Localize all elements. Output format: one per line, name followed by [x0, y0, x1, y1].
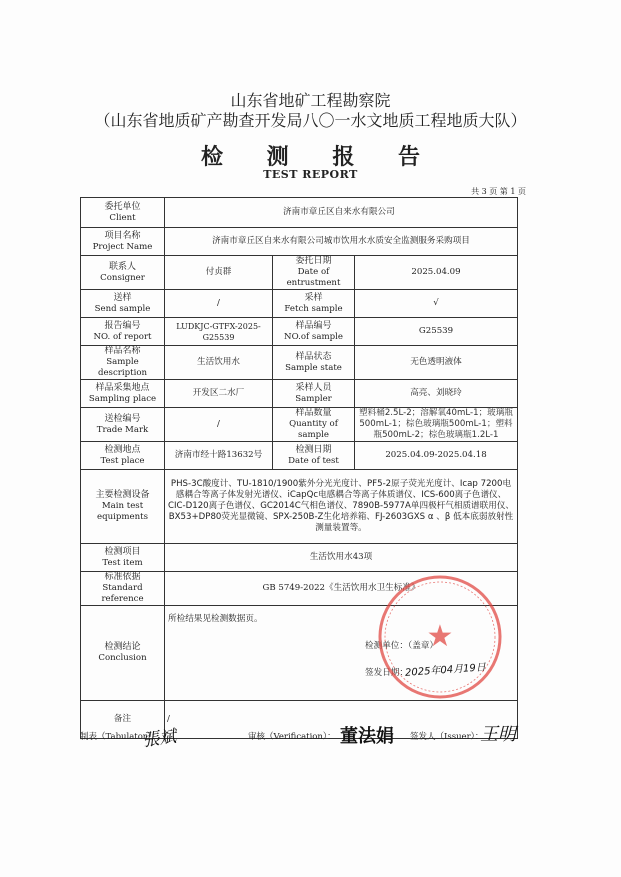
trade-mark-value: / [165, 408, 273, 442]
fetch-label: 采样 Fetch sample [273, 290, 355, 318]
row-sample-desc [81, 346, 518, 380]
test-place-value: 济南市经十路13632号 [165, 442, 273, 470]
consigner-value: 付贞群 [165, 256, 273, 290]
sample-desc-value: 生活饮用水 [165, 346, 273, 380]
row-sample-method [81, 290, 518, 318]
standard-value: GB 5749-2022《生活饮用水卫生标准》 [165, 572, 518, 606]
row-equipment [81, 470, 518, 544]
remarks-label: 备注 [81, 701, 165, 739]
seal-star-icon: ★ [426, 619, 454, 654]
consigner-label: 联系人 Consigner [81, 256, 165, 290]
sample-no-value: G25539 [355, 318, 518, 346]
equipment-value: PHS-3C酸度计、TU-1810/1900紫外分光光度计、PF5-2原子荧光光度计、Icap 7200电感耦合等离子体发射光谱仪、iCapQc电感耦合等离子体质谱仪、ICS-600离子色谱仪、CIC-D120离子色谱仪、GC2014C气相色谱仪、7890B-5977A单四极杆气相质谱联用仪、BX53+DP80荧光显微镜、SPX-250B-Z生化培养箱、FJ-2603GXS α 、β 低本底弱放射性测量装置等。 [165, 470, 518, 544]
test-place-label: 检测地点 Test place [81, 442, 165, 470]
send-label: 送样 Send sample [81, 290, 165, 318]
row-trademark [81, 408, 518, 442]
page-info: 共 3 页 第 1 页 [471, 187, 526, 196]
trade-mark-label: 送检编号 Trade Mark [81, 408, 165, 442]
issue-date-handwritten: 2025年04月19日 [404, 662, 487, 679]
sampler-label: 采样人员 Sampler [273, 380, 355, 408]
issue-date-label: 签发日期： [365, 668, 408, 678]
project-value: 济南市章丘区自来水有限公司城市饮用水水质安全监测服务采购项目 [165, 228, 518, 256]
test-date-label: 检测日期 Date of test [273, 442, 355, 470]
quantity-label: 样品数量 Quantity of sample [273, 408, 355, 442]
test-item-label: 检测项目 Test item [81, 544, 165, 572]
sample-state-label: 样品状态 Sample state [273, 346, 355, 380]
tabulator-label: 制表（Tabulator）： [80, 732, 160, 742]
entrust-date-value: 2025.04.09 [355, 256, 518, 290]
row-project [81, 228, 518, 256]
remarks-value: / [165, 701, 518, 739]
row-numbers [81, 318, 518, 346]
test-item-value: 生活饮用水43项 [165, 544, 518, 572]
inspection-unit: 检测单位：（盖章） [365, 641, 439, 651]
verification-label: 审核（Verification）： [248, 732, 336, 742]
client-label: 委托单位 Client [81, 198, 165, 228]
sampler-value: 高亮、刘晓玲 [355, 380, 518, 408]
test-date-value: 2025.04.09-2025.04.18 [355, 442, 518, 470]
org-name: 山东省地矿工程勘察院 [230, 91, 391, 110]
issuer-signature: 王明 [480, 724, 516, 745]
report-title-en: TEST REPORT [263, 168, 358, 181]
sampling-place-label: 样品采集地点 Sampling place [81, 380, 165, 408]
report-no-value: LUDKJC-GTFX-2025-G25539 [165, 318, 273, 346]
entrust-date-label: 委托日期 Date of entrustment [273, 256, 355, 290]
issuer-label: 签发人（Issuer）： [410, 732, 484, 742]
quantity-value: 塑料桶2.5L-2；溶解氧40mL-1；玻璃瓶500mL-1；棕色玻璃瓶500mL-1；塑料瓶500mL-2；棕色玻璃瓶1.2L-1 [355, 408, 518, 442]
project-label: 项目名称 Project Name [81, 228, 165, 256]
client-value: 济南市章丘区自来水有限公司 [165, 198, 518, 228]
conclusion-text: 所检结果见检测数据页。 [168, 614, 263, 624]
verification-signature: 董法娟 [340, 726, 394, 747]
report-title-cn: 检 测 报 告 [201, 144, 438, 170]
conclusion-label: 检测结论 Conclusion [81, 606, 165, 701]
row-consigner [81, 256, 518, 290]
sample-desc-label: 样品名称 Sample description [81, 346, 165, 380]
sample-no-label: 样品编号 NO.of sample [273, 318, 355, 346]
row-test-item [81, 544, 518, 572]
tabulator-signature: 張斌 [141, 726, 178, 752]
official-seal-stamp [375, 572, 505, 702]
sample-state-value: 无色透明液体 [355, 346, 518, 380]
row-client [81, 198, 518, 228]
fetch-value: √ [355, 290, 518, 318]
org-subname: （山东省地质矿产勘查开发局八〇一水文地质工程地质大队） [94, 111, 527, 130]
send-value: / [165, 290, 273, 318]
row-test [81, 442, 518, 470]
row-sampling [81, 380, 518, 408]
sampling-place-value: 开发区二水厂 [165, 380, 273, 408]
standard-label: 标准依据 Standard reference [81, 572, 165, 606]
equipment-label: 主要检测设备 Main test equipments [81, 470, 165, 544]
report-no-label: 报告编号 NO. of report [81, 318, 165, 346]
